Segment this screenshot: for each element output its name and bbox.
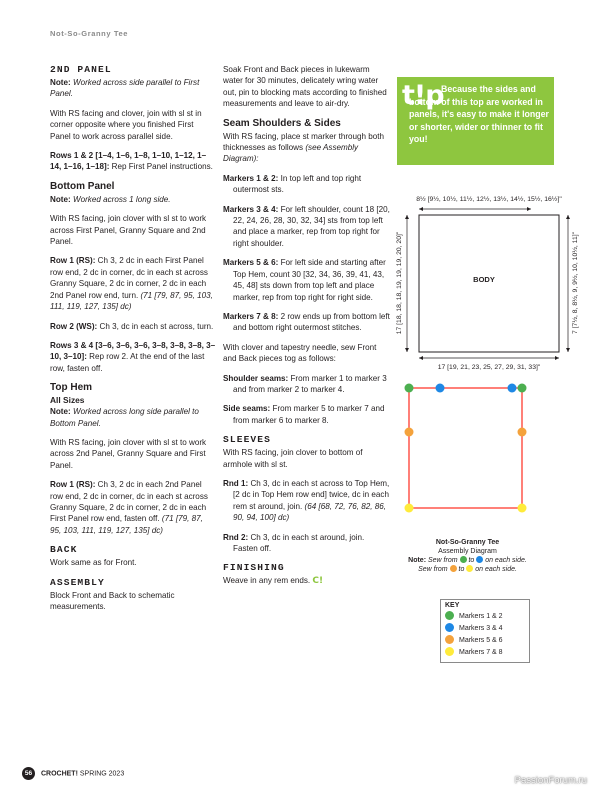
heading-2nd-panel: 2ND PANEL: [50, 64, 112, 75]
page-footer: [22, 767, 124, 780]
assembly-caption: [400, 538, 535, 574]
marker-5-icon: [405, 428, 414, 437]
text-seam: With RS facing, place st marker through both thicknesses as follows (see Assembly Diagram):: [223, 131, 385, 164]
left-dim-arrow-bottom: [405, 348, 409, 352]
yellow-dot-icon: [466, 565, 473, 572]
rnd1-sleeves: Rnd 1: Ch 3, dc in each st across to Top Hem, [2 dc in Top Hem row end] twice, dc in each rem st around, join. (64 [68, 72, 76, 82, 86, 90, 94, 100] dc): [223, 478, 390, 523]
rnd2-sleeves: Rnd 2: Ch 3, dc in each st around, join. Fasten off.: [223, 532, 365, 553]
marker-2-icon: [518, 384, 527, 393]
orange-dot-icon: [450, 565, 457, 572]
marker-1-icon: [405, 384, 414, 393]
key-list: [445, 611, 525, 659]
end-mark-icon: C!: [312, 576, 324, 587]
row1-bottom-panel: Row 1 (RS): Ch 3, 2 dc in each First Panel row end, 2 dc in corner, dc in each st across Granny Square, 2 dc in corner, 2 dc in each 2nd Panel row end, turn. (71 [79, 87, 95, 103, 111, 119, 127, 135] dc): [50, 256, 213, 312]
assembly-outline: [409, 388, 522, 508]
marker-3-icon: [436, 384, 445, 393]
heading-back: BACK: [50, 544, 78, 556]
rows34-bottom-panel: Rows 3 & 4 [3–6, 3–6, 3–6, 3–8, 3–8, 3–8, 3–10, 3–10]: Rep row 2. At the end of the last row, fasten off.: [50, 340, 216, 373]
marker-4-icon: [508, 384, 517, 393]
marker-7-icon: [405, 504, 414, 513]
left-measure: 17 [18, 18, 18, 19, 19, 19, 20, 20]": [396, 231, 403, 335]
key-dot-icon: [445, 623, 454, 632]
markers-3-4: Markers 3 & 4: For left shoulder, count 18 [20, 22, 24, 26, 28, 30, 32, 34] sts from top left and place a marker, rep from top right for right shoulder.: [223, 204, 390, 248]
text-soak: Soak Front and Back pieces in lukewarm water for 30 minutes, delicately wring water out, pin to blocking mats according to finished measurements and leave to air-dry.: [223, 65, 387, 109]
body-label: BODY: [473, 275, 495, 284]
key-item: Markers 3 & 4: [445, 623, 525, 635]
green-dot-icon: [460, 556, 467, 563]
page-number: 56: [22, 767, 35, 780]
text-finishing: Weave in any rem ends. C!: [223, 576, 324, 587]
watermark: PassionForum.ru: [514, 775, 587, 786]
tip-text: Because the sides and bottom of this top are worked in panels, it's easy to make it longer or shorter, wider or thinner to fit you!: [409, 84, 549, 145]
heading-seam: Seam Shoulders & Sides: [223, 117, 341, 129]
right-measure: 7 [7½, 8, 8½, 9, 9½, 10, 10½, 11]": [572, 231, 579, 335]
blue-dot-icon: [476, 556, 483, 563]
text-clover: With clover and tapestry needle, sew Front and Back pieces tog as follows:: [223, 342, 377, 364]
heading-bottom-panel: Bottom Panel: [50, 180, 115, 192]
heading-sleeves: SLEEVES: [223, 434, 272, 446]
key-item: Markers 1 & 2: [445, 611, 525, 623]
side-seams: Side seams: From marker 5 to marker 7 and from marker 6 to marker 8.: [223, 404, 385, 425]
text-back: Work same as for Front.: [50, 558, 137, 568]
left-dim-arrow-top: [405, 215, 409, 219]
top-measure: 8½ [9½, 10½, 11½, 12½, 13½, 14½, 15½, 16½]": [416, 196, 562, 203]
bottom-dim-arrow-left: [419, 356, 423, 360]
note-2nd-panel: Note: Worked across side parallel to First Panel.: [50, 78, 200, 99]
assembly-title: Not-So-Granny Tee: [435, 539, 500, 546]
body-schematic: [392, 190, 592, 372]
shoulder-seams: Shoulder seams: From marker 1 to marker 3 and from marker 2 to marker 4.: [223, 373, 387, 394]
running-title: Not-So-Granny Tee: [50, 29, 128, 38]
key-dot-icon: [445, 611, 454, 620]
markers-1-2: Markers 1 & 2: In top left and top right outermost sts.: [223, 173, 362, 195]
assembly-diagram: [402, 380, 532, 515]
text-assembly: Block Front and Back to schematic measurements.: [50, 590, 175, 611]
key-item: Markers 5 & 6: [445, 635, 525, 647]
subheading-all-sizes: All Sizes: [50, 395, 85, 406]
assembly-note-1: Note: Sew from to on each side.: [408, 557, 527, 564]
heading-finishing: FINISHING: [223, 562, 285, 574]
right-dim-arrow-bottom: [566, 348, 570, 352]
assembly-note-2: Sew from to on each side.: [418, 566, 517, 573]
instructions-column-1: [50, 64, 216, 620]
bottom-measure: 17 [19, 21, 23, 25, 27, 29, 31, 33]": [437, 364, 541, 371]
text-bottom-panel: With RS facing, join clover with sl st to work across First Panel, Granny Square and 2nd Panel.: [50, 214, 207, 247]
note-top-hem: Note: Worked across long side parallel to Bottom Panel.: [50, 407, 199, 428]
key-dot-icon: [445, 635, 454, 644]
note-bottom-panel: Note: Worked across 1 long side.: [50, 194, 171, 204]
instructions-column-2: [223, 64, 391, 596]
top-dim-arrow-left: [419, 207, 423, 211]
key-box: [440, 599, 530, 663]
markers-7-8: Markers 7 & 8: 2 row ends up from bottom left and bottom right outermost stitches.: [223, 311, 390, 333]
top-dim-arrow-right: [527, 207, 531, 211]
footer-issue: SPRING 2023: [79, 770, 125, 778]
bottom-dim-arrow-right: [555, 356, 559, 360]
heading-top-hem: Top Hem: [50, 382, 93, 394]
key-dot-icon: [445, 647, 454, 656]
row1-top-hem: Row 1 (RS): Ch 3, 2 dc in each 2nd Panel row end, 2 dc in corner, dc in each st across Granny Square, 2 dc in corner, 2 dc in each First Panel row end, fasten off. (71 [79, 87, 95, 103, 111, 119, 127, 135] dc): [50, 480, 208, 535]
assembly-subtitle: Assembly Diagram: [438, 548, 497, 555]
marker-6-icon: [518, 428, 527, 437]
heading-assembly: ASSEMBLY: [50, 576, 105, 588]
marker-8-icon: [518, 504, 527, 513]
text-sleeves: With RS facing, join clover to bottom of armhole with sl st.: [223, 448, 363, 469]
text-2nd-panel: With RS facing and clover, join with sl st in corner opposite where you finished First Panel to work across parallel side.: [50, 108, 202, 141]
markers-5-6: Markers 5 & 6: For left side and starting after Top Hem, count 30 [32, 34, 36, 39, 41, 43, 45, 48] sts down from top left and place marker, rep from top right for right side.: [223, 258, 386, 302]
right-dim-arrow-top: [566, 215, 570, 219]
tip-box: [397, 77, 554, 165]
rows-2nd-panel: Rows 1 & 2 [1–4, 1–6, 1–8, 1–10, 1–12, 1–14, 1–16, 1–18]: Rep First Panel instructions.: [50, 151, 213, 172]
text-top-hem: With RS facing, join clover with sl st to work across 2nd Panel, Granny Square and First Panel.: [50, 437, 207, 470]
tip-logo: t!p: [402, 80, 444, 111]
key-item: Markers 7 & 8: [445, 647, 525, 659]
key-title: KEY: [445, 602, 460, 609]
row2-bottom-panel: Row 2 (WS): Ch 3, dc in each st across, turn.: [50, 321, 214, 331]
footer-brand: CROCHET!: [40, 770, 78, 778]
